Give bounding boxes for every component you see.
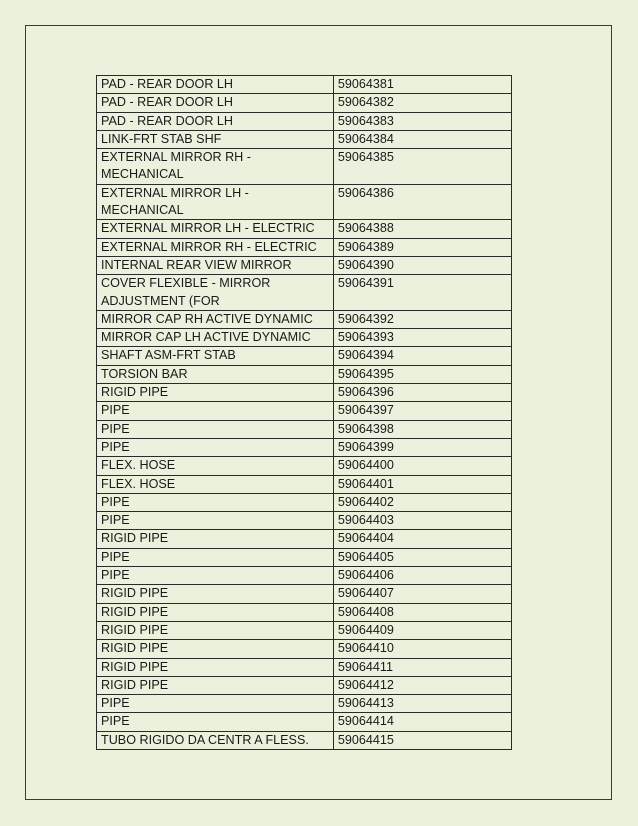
table-row [97, 658, 512, 676]
table-row [97, 76, 512, 94]
table-row [97, 567, 512, 585]
table-row [97, 475, 512, 493]
part-code-cell: 59064410 [333, 640, 511, 658]
table-row [97, 512, 512, 530]
table-row [97, 420, 512, 438]
part-code-cell: 59064402 [333, 493, 511, 511]
part-description-cell: PIPE [97, 567, 334, 585]
part-description-cell: MIRROR CAP RH ACTIVE DYNAMIC [97, 310, 334, 328]
table-row [97, 493, 512, 511]
part-description-cell: PIPE [97, 420, 334, 438]
table-row [97, 220, 512, 238]
part-description-cell: SHAFT ASM-FRT STAB [97, 347, 334, 365]
table-row [97, 275, 512, 311]
part-description-cell: PIPE [97, 493, 334, 511]
part-code-cell: 59064400 [333, 457, 511, 475]
part-code-cell: 59064413 [333, 695, 511, 713]
table-row [97, 585, 512, 603]
part-code-cell: 59064392 [333, 310, 511, 328]
table-row [97, 530, 512, 548]
part-code-cell: 59064384 [333, 130, 511, 148]
part-description-cell: PAD - REAR DOOR LH [97, 76, 334, 94]
part-code-cell: 59064394 [333, 347, 511, 365]
part-code-cell: 59064414 [333, 713, 511, 731]
table-row [97, 256, 512, 274]
part-description-cell: RIGID PIPE [97, 640, 334, 658]
table-row [97, 347, 512, 365]
part-code-cell: 59064393 [333, 329, 511, 347]
table-row [97, 402, 512, 420]
table-row [97, 603, 512, 621]
part-code-cell: 59064398 [333, 420, 511, 438]
part-description-cell: RIGID PIPE [97, 384, 334, 402]
part-description-cell: INTERNAL REAR VIEW MIRROR [97, 256, 334, 274]
part-description-cell: COVER FLEXIBLE - MIRROR ADJUSTMENT (FOR [97, 275, 334, 311]
table-row [97, 238, 512, 256]
table-row [97, 149, 512, 185]
part-code-cell: 59064395 [333, 365, 511, 383]
part-code-cell: 59064391 [333, 275, 511, 311]
part-code-cell: 59064385 [333, 149, 511, 185]
part-code-cell: 59064408 [333, 603, 511, 621]
table-row [97, 676, 512, 694]
part-code-cell: 59064403 [333, 512, 511, 530]
part-description-cell: PIPE [97, 512, 334, 530]
part-description-cell: RIGID PIPE [97, 621, 334, 639]
part-code-cell: 59064415 [333, 731, 511, 749]
part-description-cell: PIPE [97, 402, 334, 420]
part-description-cell: FLEX. HOSE [97, 475, 334, 493]
part-description-cell: EXTERNAL MIRROR LH - MECHANICAL [97, 184, 334, 220]
part-code-cell: 59064405 [333, 548, 511, 566]
table-row [97, 731, 512, 749]
table-row [97, 329, 512, 347]
parts-table [96, 75, 512, 750]
part-description-cell: PIPE [97, 695, 334, 713]
part-description-cell: TORSION BAR [97, 365, 334, 383]
table-row [97, 310, 512, 328]
table-row [97, 130, 512, 148]
table-row [97, 384, 512, 402]
part-description-cell: PIPE [97, 438, 334, 456]
part-description-cell: EXTERNAL MIRROR LH - ELECTRIC [97, 220, 334, 238]
part-description-cell: PAD - REAR DOOR LH [97, 94, 334, 112]
table-row [97, 184, 512, 220]
part-code-cell: 59064409 [333, 621, 511, 639]
part-code-cell: 59064388 [333, 220, 511, 238]
table-row [97, 621, 512, 639]
parts-table-body [97, 76, 512, 750]
table-row [97, 365, 512, 383]
part-description-cell: RIGID PIPE [97, 530, 334, 548]
part-code-cell: 59064411 [333, 658, 511, 676]
part-code-cell: 59064389 [333, 238, 511, 256]
table-row [97, 695, 512, 713]
part-description-cell: PIPE [97, 548, 334, 566]
part-code-cell: 59064406 [333, 567, 511, 585]
part-code-cell: 59064399 [333, 438, 511, 456]
part-code-cell: 59064390 [333, 256, 511, 274]
table-row [97, 438, 512, 456]
table-row [97, 112, 512, 130]
part-code-cell: 59064383 [333, 112, 511, 130]
part-description-cell: LINK-FRT STAB SHF [97, 130, 334, 148]
part-code-cell: 59064401 [333, 475, 511, 493]
part-description-cell: PIPE [97, 713, 334, 731]
part-code-cell: 59064407 [333, 585, 511, 603]
part-code-cell: 59064381 [333, 76, 511, 94]
table-row [97, 713, 512, 731]
part-code-cell: 59064386 [333, 184, 511, 220]
table-row [97, 94, 512, 112]
part-description-cell: EXTERNAL MIRROR RH - MECHANICAL [97, 149, 334, 185]
part-code-cell: 59064396 [333, 384, 511, 402]
part-code-cell: 59064382 [333, 94, 511, 112]
part-code-cell: 59064412 [333, 676, 511, 694]
part-description-cell: EXTERNAL MIRROR RH - ELECTRIC [97, 238, 334, 256]
part-description-cell: RIGID PIPE [97, 658, 334, 676]
part-description-cell: RIGID PIPE [97, 676, 334, 694]
part-code-cell: 59064397 [333, 402, 511, 420]
part-description-cell: FLEX. HOSE [97, 457, 334, 475]
part-description-cell: RIGID PIPE [97, 585, 334, 603]
part-code-cell: 59064404 [333, 530, 511, 548]
table-row [97, 640, 512, 658]
table-row [97, 548, 512, 566]
part-description-cell: TUBO RIGIDO DA CENTR A FLESS. [97, 731, 334, 749]
part-description-cell: MIRROR CAP LH ACTIVE DYNAMIC [97, 329, 334, 347]
part-description-cell: RIGID PIPE [97, 603, 334, 621]
table-row [97, 457, 512, 475]
part-description-cell: PAD - REAR DOOR LH [97, 112, 334, 130]
